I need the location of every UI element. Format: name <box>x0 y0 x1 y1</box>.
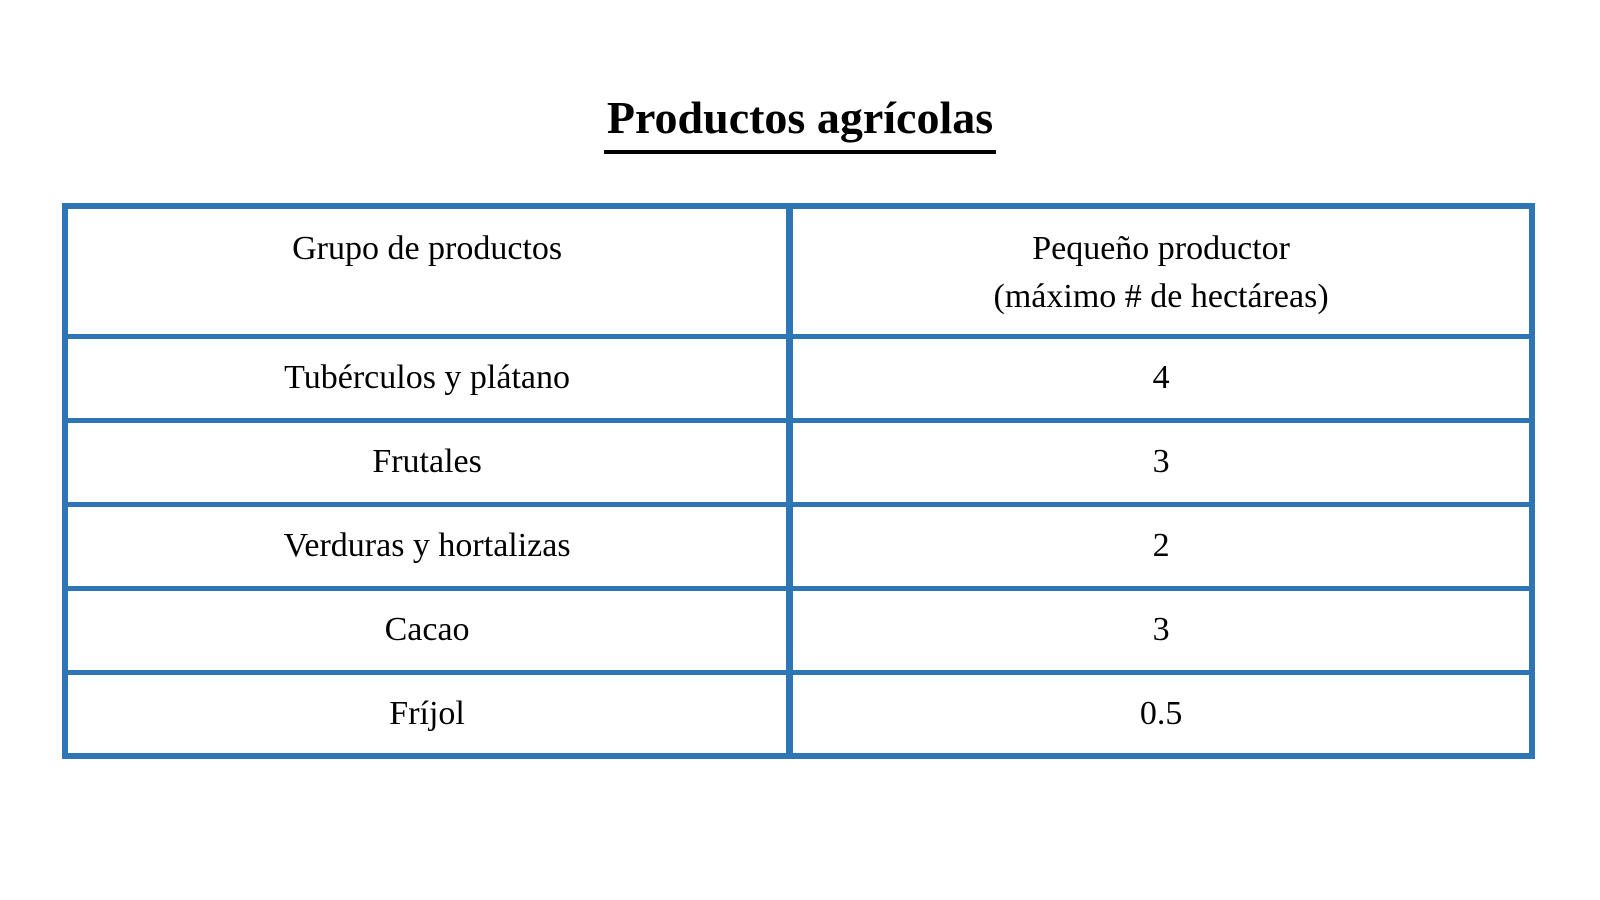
products-table-container <box>62 203 1535 759</box>
cell-grupo: Cacao <box>65 588 790 672</box>
cell-grupo: Verduras y hortalizas <box>65 504 790 588</box>
table-row-frijol <box>65 672 1532 756</box>
cell-valor: 2 <box>790 504 1532 588</box>
cell-grupo: Tubérculos y plátano <box>65 336 790 420</box>
cell-grupo: Fríjol <box>65 672 790 756</box>
cell-valor: 4 <box>790 336 1532 420</box>
header-pequeno-productor-line1: Pequeño productor <box>1032 230 1290 267</box>
products-table <box>62 203 1535 759</box>
header-cell-grupo-de-productos: Grupo de productos <box>65 206 790 336</box>
cell-valor: 3 <box>790 420 1532 504</box>
page-title <box>0 90 1600 154</box>
cell-valor: 0.5 <box>790 672 1532 756</box>
header-cell-pequeno-productor <box>790 206 1532 336</box>
table-row-cacao <box>65 588 1532 672</box>
table-row-frutales <box>65 420 1532 504</box>
table-row-verduras <box>65 504 1532 588</box>
table-header-row <box>65 206 1532 336</box>
cell-grupo: Frutales <box>65 420 790 504</box>
cell-valor: 3 <box>790 588 1532 672</box>
header-pequeno-productor-line2: (máximo # de hectáreas) <box>993 278 1329 315</box>
table-row-tuberculos <box>65 336 1532 420</box>
page-title-text: Productos agrícolas <box>604 90 996 154</box>
